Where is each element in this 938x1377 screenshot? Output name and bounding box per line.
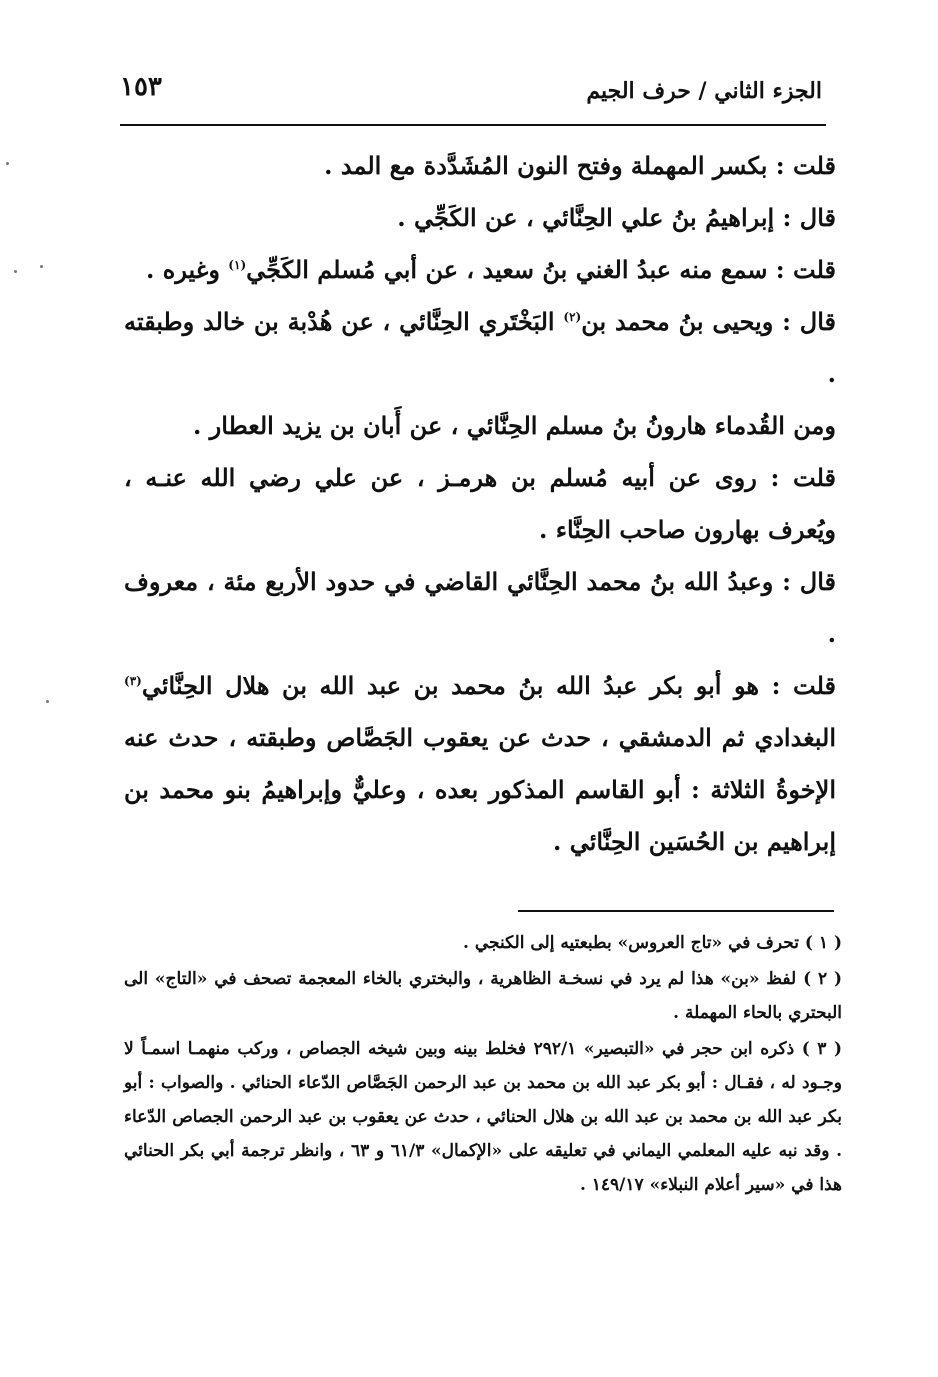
footnote-ref-3: (٣) <box>124 674 142 688</box>
footnote-divider <box>518 910 834 912</box>
paragraph-1: قلت : بكسر المهملة وفتح النون المُشَدَّدة مع المد . <box>324 151 836 180</box>
page-header <box>120 66 826 126</box>
footnote-1-number: ( ١ ) <box>804 933 842 953</box>
scan-speck <box>14 270 17 273</box>
footnote-2-text: لفظ «بن» هذا لم يرد في نسخـة الظاهرية ، والبختري بالخاء المعجمة تصحف في «التاج» الى البحتري بالحاء المهملة . <box>124 969 842 1023</box>
footnote-ref-1: (١) <box>228 258 247 272</box>
main-text <box>124 140 836 868</box>
footnote-1-text: تحرف في «تاج العروس» بطبعتيه إلى الكنجي . <box>463 933 799 953</box>
page-number: ١٥٣ <box>120 72 162 102</box>
running-title: الجزء الثاني / حرف الجيم <box>586 78 822 104</box>
paragraph-7: قال : وعبدُ الله بنُ محمد الحِنَّائي القاضي في حدود الأربع مئة ، معروف . <box>124 567 837 648</box>
footnote-ref-2: (٢) <box>563 310 582 324</box>
footnotes <box>124 926 842 1204</box>
footnote-1 <box>124 926 842 960</box>
paragraph-5: ومن القُدماء هارونُ بنُ مسلم الحِنَّائي ، عن أَبان بن يزيد العطار . <box>192 411 836 440</box>
scan-speck <box>40 265 43 268</box>
paragraph-3 <box>124 244 836 296</box>
paragraph-8-end: البغدادي ثم الدمشقي ، حدث عن يعقوب الجَصَّاص وطبقته ، حدث عنه الإخوةُ الثلاثة : أبو القاسم المذكور بعده ، وعليٌّ وإبراهيمُ بنو محمد بن إبراهيم بن الحُسَين الحِنَّائي . <box>124 723 837 856</box>
footnote-3-text: ذكره ابن حجر في «التبصير» ٢٩٢/١ فخلط بينه وبين شيخه الجصاص ، وركب منهمـا اسمـاً لا وجـود له ، فقـال : أبو بكر عبد الله بن محمد بن عبد الرحمن الجَصَّاص الدّعاء الحنائي . والصواب : أبو بكر عبد الله بن محمد بن عبد الله بن هلال الحنائي ، حدث عن يعقوب بن عبد الرحمن الجصاص الدّعاء . وقد نبه عليه المعلمي اليماني في تعليقه على «الإكمال» ٦١/٣ و ٦٣ ، وانظر ترجمة أبي بكر الحنائي هذا في «سير أعلام النبلاء» ١٤٩/١٧ . <box>124 1039 843 1195</box>
paragraph-4-start: قال : ويحيى بنُ محمد بن <box>581 307 836 336</box>
paragraph-8-start: قلت : هو أبو بكر عبدُ الله بنُ محمد بن عبد الله بن هلال الحِنَّائي <box>141 671 836 700</box>
paragraph-3-tail: وغيره . <box>146 255 229 284</box>
scan-speck <box>6 162 9 165</box>
scan-speck <box>46 700 49 703</box>
paragraph-2: قال : إبراهيمُ بنُ علي الحِنَّائي ، عن الكَجِّي . <box>397 203 836 232</box>
paragraph-4 <box>124 296 836 400</box>
footnote-2 <box>124 962 842 1030</box>
footnote-3-number: ( ٣ ) <box>801 1039 843 1059</box>
footnote-3 <box>124 1032 842 1202</box>
footnote-2-number: ( ٢ ) <box>803 969 842 989</box>
paragraph-6: قلت : روى عن أبيه مُسلم بن هرمـز ، عن علي رضي الله عنـه ، ويُعرف بهارون صاحب الحِنَّاء . <box>124 463 836 544</box>
paragraph-3-text: قلت : سمع منه عبدُ الغني بنُ سعيد ، عن أبي مُسلم الكَجِّي <box>246 255 836 284</box>
paragraph-4-end: البَخْتَري الحِنَّائي ، عن هُدْبة بن خالد وطبقته . <box>124 307 836 388</box>
paragraph-8 <box>124 660 836 868</box>
